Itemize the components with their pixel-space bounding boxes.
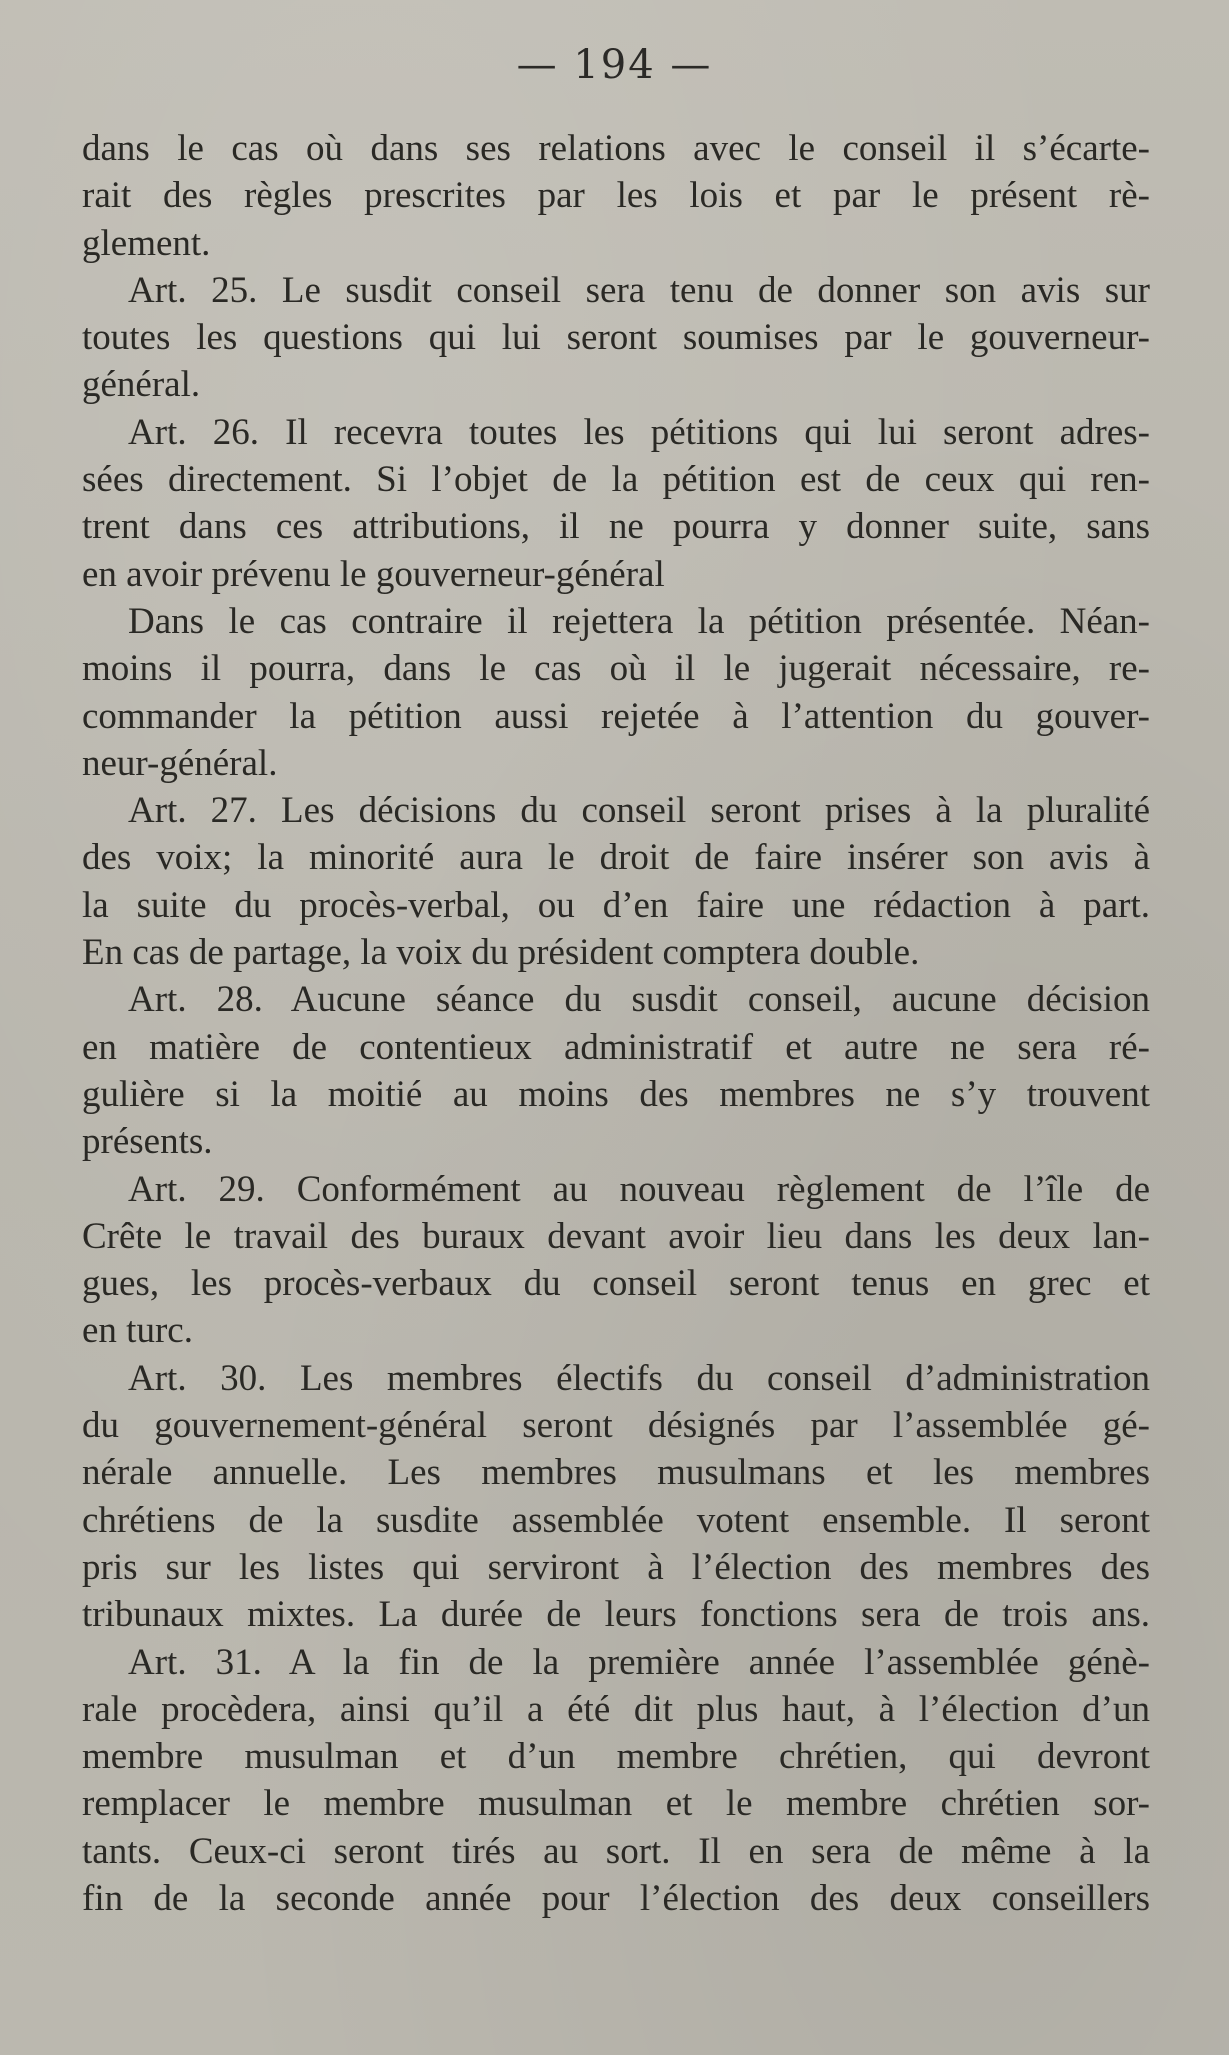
text-line: glement. [82, 222, 211, 264]
text-line: chrétiens de la susdite assemblée votent ensemble. Il seront [82, 1499, 1150, 1541]
text-line: trent dans ces attributions, il ne pourra y donner suite, sans [82, 506, 1150, 548]
text-line: Dans le cas contraire il rejettera la pétition présentée. Néan- [128, 600, 1150, 642]
text-line: En cas de partage, la voix du président comptera double. [82, 932, 920, 974]
text-line: Art. 30. Les membres électifs du conseil d’administration [128, 1357, 1150, 1399]
text-line: en matière de contentieux administratif et autre ne sera ré- [82, 1026, 1150, 1068]
text-line: pris sur les listes qui serviront à l’élection des membres des [82, 1546, 1150, 1588]
text-line: Crête le travail des buraux devant avoir lieu dans les deux lan- [82, 1215, 1150, 1257]
text-line: toutes les questions qui lui seront soumises par le gouverneur- [82, 317, 1150, 359]
text-line: Art. 25. Le susdit conseil sera tenu de donner son avis sur [128, 269, 1150, 311]
text-line: moins il pourra, dans le cas où il le jugerait nécessaire, re- [82, 648, 1150, 690]
text-line: du gouvernement-général seront désignés par l’assemblée gé- [82, 1405, 1150, 1447]
text-line: sées directement. Si l’objet de la pétition est de ceux qui ren- [82, 459, 1150, 501]
text-line: des voix; la minorité aura le droit de faire insérer son avis à [82, 837, 1150, 879]
text-line: général. [82, 364, 201, 406]
text-line: la suite du procès-verbal, ou d’en faire une rédaction à part. [82, 884, 1150, 926]
text-line: tribunaux mixtes. La durée de leurs fonctions sera de trois ans. [82, 1594, 1150, 1636]
text-line: membre musulman et d’un membre chrétien, qui devront [82, 1736, 1150, 1778]
text-line: Art. 28. Aucune séance du susdit conseil, aucune décision [128, 979, 1150, 1021]
text-line: présents. [82, 1121, 213, 1163]
text-line: en avoir prévenu le gouverneur-général [82, 553, 665, 595]
page-number: — 194 — [516, 42, 713, 88]
text-line: tants. Ceux-ci seront tirés au sort. Il en sera de même à la [82, 1830, 1150, 1872]
text-line: rale procèdera, ainsi qu’il a été dit plus haut, à l’élection d’un [82, 1688, 1150, 1730]
text-line: nérale annuelle. Les membres musulmans et les membres [82, 1452, 1150, 1494]
text-line: en turc. [82, 1310, 193, 1352]
text-line: rait des règles prescrites par les lois et par le présent rè- [82, 175, 1150, 217]
text-line: Art. 31. A la fin de la première année l’assemblée génè- [128, 1641, 1150, 1683]
text-line: gues, les procès-verbaux du conseil seront tenus en grec et [82, 1263, 1150, 1305]
text-line: dans le cas où dans ses relations avec le conseil il s’écarte- [82, 128, 1150, 169]
text-line: commander la pétition aussi rejetée à l’attention du gouver- [82, 695, 1150, 737]
text-line: neur-général. [82, 742, 278, 784]
body-text [82, 125, 1150, 1922]
text-line: Art. 29. Conformément au nouveau règlement de l’île de [128, 1168, 1150, 1210]
text-line: gulière si la moitié au moins des membres ne s’y trouvent [82, 1073, 1150, 1115]
text-line: remplacer le membre musulman et le membre chrétien sor- [82, 1783, 1150, 1825]
text-line: Art. 27. Les décisions du conseil seront prises à la pluralité [128, 790, 1150, 832]
text-line: fin de la seconde année pour l’élection des deux conseillers [82, 1877, 1150, 1919]
text-line: Art. 26. Il recevra toutes les pétitions qui lui seront adres- [128, 411, 1150, 453]
